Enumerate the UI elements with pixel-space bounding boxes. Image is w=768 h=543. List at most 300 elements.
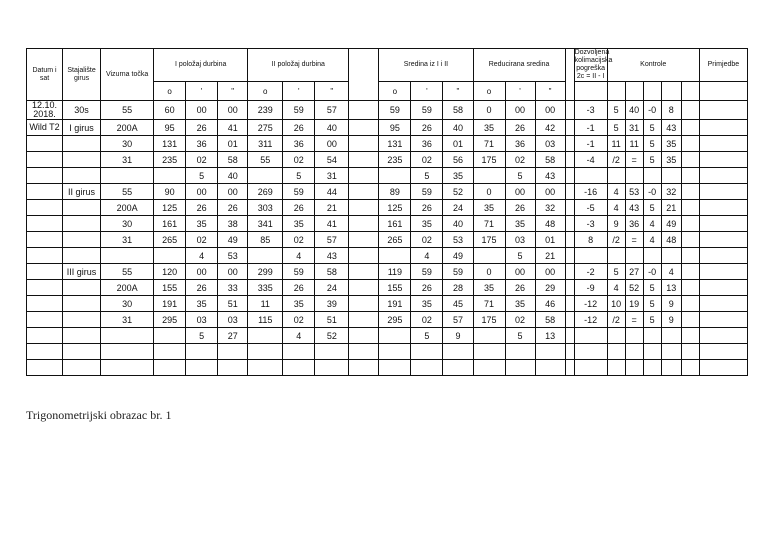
cell-kontrola bbox=[625, 328, 643, 344]
cell-sredina: 59 bbox=[443, 264, 473, 280]
cell-stajaliste bbox=[63, 136, 101, 152]
cell-sredina: 53 bbox=[443, 232, 473, 248]
cell-sredina: 59 bbox=[411, 184, 443, 200]
cell-i-polozaj bbox=[154, 168, 186, 184]
cell-kontrola: 9 bbox=[607, 216, 625, 232]
cell-kontrola: 11 bbox=[625, 136, 643, 152]
cell-i-polozaj: 191 bbox=[154, 296, 186, 312]
cell-vizurna bbox=[101, 248, 154, 264]
cell-reducirana: 01 bbox=[535, 232, 565, 248]
cell-reducirana bbox=[535, 360, 565, 376]
cell-kontrola bbox=[625, 360, 643, 376]
cell-i-polozaj: 26 bbox=[186, 200, 218, 216]
cell-ii-polozaj: 43 bbox=[315, 248, 349, 264]
cell-stajaliste bbox=[63, 312, 101, 328]
cell-kontrola: 35 bbox=[661, 152, 681, 168]
cell-kontrola bbox=[643, 344, 661, 360]
cell-kontrola-empty bbox=[681, 216, 699, 232]
cell-ii-polozaj: 35 bbox=[283, 296, 315, 312]
cell-vizurna bbox=[101, 328, 154, 344]
cell-ii-polozaj: 55 bbox=[248, 152, 283, 168]
cell-kontrola: /2 bbox=[607, 232, 625, 248]
cell-sredina: 26 bbox=[411, 280, 443, 296]
cell-vizurna: 55 bbox=[101, 264, 154, 280]
cell-spacer bbox=[565, 120, 574, 136]
cell-i-polozaj: 58 bbox=[218, 152, 248, 168]
cell-kontrola: 21 bbox=[661, 200, 681, 216]
cell-kontrola: 4 bbox=[607, 200, 625, 216]
unit-min: ' bbox=[283, 82, 315, 101]
cell-reducirana: 00 bbox=[505, 264, 535, 280]
cell-i-polozaj: 03 bbox=[186, 312, 218, 328]
cell-spacer bbox=[349, 248, 379, 264]
cell-primjedbe bbox=[699, 296, 747, 312]
cell-primjedbe bbox=[699, 360, 747, 376]
cell-ii-polozaj: 4 bbox=[283, 328, 315, 344]
cell-i-polozaj: 00 bbox=[218, 101, 248, 120]
cell-kontrola: 5 bbox=[643, 200, 661, 216]
cell-i-polozaj bbox=[154, 248, 186, 264]
cell-datum bbox=[27, 152, 63, 168]
cell-stajaliste bbox=[63, 280, 101, 296]
header-reducirana: Reducirana sredina bbox=[473, 49, 565, 82]
cell-i-polozaj: 03 bbox=[218, 312, 248, 328]
cell-stajaliste bbox=[63, 168, 101, 184]
cell-kontrola-empty bbox=[681, 168, 699, 184]
table-row bbox=[27, 184, 748, 200]
cell-kontrola: 53 bbox=[625, 184, 643, 200]
cell-kontrola: 32 bbox=[661, 184, 681, 200]
table-row bbox=[27, 101, 748, 120]
table-body bbox=[27, 101, 748, 376]
cell-sredina: 58 bbox=[443, 101, 473, 120]
cell-kontrola: -0 bbox=[643, 184, 661, 200]
trig-form-table bbox=[26, 48, 748, 376]
cell-reducirana bbox=[505, 344, 535, 360]
cell-datum bbox=[27, 264, 63, 280]
cell-stajaliste: II girus bbox=[63, 184, 101, 200]
cell-reducirana: 43 bbox=[535, 168, 565, 184]
cell-kontrola: 5 bbox=[643, 136, 661, 152]
cell-reducirana: 71 bbox=[473, 296, 505, 312]
cell-sredina: 36 bbox=[411, 136, 443, 152]
table-row bbox=[27, 136, 748, 152]
cell-kolimacija bbox=[574, 344, 607, 360]
cell-sredina: 01 bbox=[443, 136, 473, 152]
cell-kontrola: 5 bbox=[607, 120, 625, 136]
cell-kontrola: 5 bbox=[607, 101, 625, 120]
cell-kontrola: 9 bbox=[661, 296, 681, 312]
cell-kontrola-empty bbox=[681, 360, 699, 376]
cell-stajaliste bbox=[63, 344, 101, 360]
cell-datum bbox=[27, 232, 63, 248]
cell-kolimacija: -16 bbox=[574, 184, 607, 200]
cell-kontrola: 5 bbox=[643, 296, 661, 312]
header-vizurna: Vizurna točka bbox=[101, 49, 154, 101]
header-k-empty bbox=[661, 82, 681, 101]
cell-reducirana: 0 bbox=[473, 264, 505, 280]
cell-ii-polozaj: 00 bbox=[315, 136, 349, 152]
cell-datum: 12.10. 2018. bbox=[27, 101, 63, 120]
cell-ii-polozaj bbox=[248, 328, 283, 344]
cell-kontrola: 8 bbox=[661, 101, 681, 120]
cell-spacer bbox=[565, 232, 574, 248]
unit-sec: " bbox=[535, 82, 565, 101]
cell-kontrola-empty bbox=[681, 312, 699, 328]
cell-i-polozaj: 02 bbox=[186, 152, 218, 168]
cell-sredina: 45 bbox=[443, 296, 473, 312]
header-k-empty bbox=[607, 82, 625, 101]
cell-kontrola-empty bbox=[681, 101, 699, 120]
cell-kontrola-empty bbox=[681, 280, 699, 296]
cell-primjedbe bbox=[699, 168, 747, 184]
cell-sredina: 5 bbox=[411, 168, 443, 184]
cell-ii-polozaj bbox=[248, 168, 283, 184]
cell-kontrola bbox=[643, 248, 661, 264]
cell-spacer bbox=[565, 168, 574, 184]
cell-spacer bbox=[565, 296, 574, 312]
cell-sredina: 59 bbox=[411, 101, 443, 120]
cell-i-polozaj: 26 bbox=[218, 200, 248, 216]
cell-vizurna: 200A bbox=[101, 200, 154, 216]
cell-kontrola: 19 bbox=[625, 296, 643, 312]
cell-kontrola: 5 bbox=[643, 312, 661, 328]
cell-spacer bbox=[349, 184, 379, 200]
cell-spacer bbox=[565, 101, 574, 120]
cell-ii-polozaj: 311 bbox=[248, 136, 283, 152]
cell-kolimacija: -4 bbox=[574, 152, 607, 168]
cell-kolimacija bbox=[574, 328, 607, 344]
cell-i-polozaj: 295 bbox=[154, 312, 186, 328]
cell-datum bbox=[27, 136, 63, 152]
cell-ii-polozaj: 57 bbox=[315, 232, 349, 248]
cell-vizurna: 31 bbox=[101, 232, 154, 248]
cell-sredina: 02 bbox=[411, 232, 443, 248]
cell-primjedbe bbox=[699, 344, 747, 360]
cell-i-polozaj: 00 bbox=[218, 264, 248, 280]
cell-ii-polozaj: 24 bbox=[315, 280, 349, 296]
table-row bbox=[27, 152, 748, 168]
cell-spacer bbox=[565, 216, 574, 232]
cell-i-polozaj: 49 bbox=[218, 232, 248, 248]
cell-i-polozaj: 00 bbox=[218, 184, 248, 200]
cell-spacer bbox=[349, 312, 379, 328]
cell-ii-polozaj: 275 bbox=[248, 120, 283, 136]
cell-primjedbe bbox=[699, 152, 747, 168]
cell-primjedbe bbox=[699, 248, 747, 264]
cell-kolimacija: -1 bbox=[574, 120, 607, 136]
cell-i-polozaj: 90 bbox=[154, 184, 186, 200]
cell-reducirana: 0 bbox=[473, 184, 505, 200]
cell-ii-polozaj: 31 bbox=[315, 168, 349, 184]
cell-sredina: 49 bbox=[443, 248, 473, 264]
cell-i-polozaj: 60 bbox=[154, 101, 186, 120]
cell-sredina: 26 bbox=[411, 120, 443, 136]
cell-kontrola: 31 bbox=[625, 120, 643, 136]
cell-kontrola-empty bbox=[681, 344, 699, 360]
cell-sredina: 35 bbox=[411, 216, 443, 232]
cell-primjedbe bbox=[699, 216, 747, 232]
cell-sredina: 59 bbox=[379, 101, 411, 120]
cell-sredina bbox=[411, 360, 443, 376]
cell-reducirana: 0 bbox=[473, 101, 505, 120]
cell-stajaliste bbox=[63, 328, 101, 344]
cell-kontrola bbox=[643, 168, 661, 184]
cell-ii-polozaj: 26 bbox=[283, 120, 315, 136]
cell-primjedbe bbox=[699, 184, 747, 200]
cell-reducirana: 35 bbox=[473, 200, 505, 216]
cell-ii-polozaj bbox=[248, 248, 283, 264]
cell-datum bbox=[27, 184, 63, 200]
cell-kontrola bbox=[661, 168, 681, 184]
cell-ii-polozaj bbox=[248, 344, 283, 360]
cell-kontrola: 43 bbox=[625, 200, 643, 216]
cell-datum bbox=[27, 296, 63, 312]
cell-spacer bbox=[565, 136, 574, 152]
cell-spacer bbox=[565, 280, 574, 296]
cell-reducirana: 175 bbox=[473, 152, 505, 168]
unit-min: ' bbox=[411, 82, 443, 101]
cell-sredina: 40 bbox=[443, 120, 473, 136]
cell-i-polozaj: 4 bbox=[186, 248, 218, 264]
cell-ii-polozaj: 85 bbox=[248, 232, 283, 248]
cell-ii-polozaj: 58 bbox=[315, 264, 349, 280]
cell-ii-polozaj: 5 bbox=[283, 168, 315, 184]
cell-kolimacija: 8 bbox=[574, 232, 607, 248]
cell-sredina: 155 bbox=[379, 280, 411, 296]
cell-kontrola: -0 bbox=[643, 264, 661, 280]
cell-ii-polozaj: 41 bbox=[315, 216, 349, 232]
cell-reducirana: 175 bbox=[473, 232, 505, 248]
cell-i-polozaj: 40 bbox=[218, 168, 248, 184]
cell-ii-polozaj: 36 bbox=[283, 136, 315, 152]
cell-kontrola-empty bbox=[681, 120, 699, 136]
cell-sredina bbox=[379, 344, 411, 360]
unit-deg: o bbox=[248, 82, 283, 101]
cell-sredina: 235 bbox=[379, 152, 411, 168]
cell-kontrola-empty bbox=[681, 328, 699, 344]
cell-kolimacija bbox=[574, 248, 607, 264]
cell-vizurna: 31 bbox=[101, 312, 154, 328]
header-ii-polozaj: II položaj durbina bbox=[248, 49, 349, 82]
cell-reducirana: 00 bbox=[535, 184, 565, 200]
cell-spacer bbox=[565, 200, 574, 216]
header-stajaliste: Stajalište girus bbox=[63, 49, 101, 101]
cell-stajaliste: III girus bbox=[63, 264, 101, 280]
cell-sredina: 26 bbox=[411, 200, 443, 216]
cell-i-polozaj: 26 bbox=[186, 280, 218, 296]
cell-reducirana: 58 bbox=[535, 312, 565, 328]
cell-i-polozaj bbox=[186, 360, 218, 376]
cell-sredina: 02 bbox=[411, 312, 443, 328]
cell-kolimacija: -3 bbox=[574, 101, 607, 120]
header-k-empty bbox=[625, 82, 643, 101]
cell-primjedbe bbox=[699, 280, 747, 296]
cell-ii-polozaj: 341 bbox=[248, 216, 283, 232]
cell-i-polozaj: 36 bbox=[186, 136, 218, 152]
cell-ii-polozaj: 39 bbox=[315, 296, 349, 312]
cell-kolimacija bbox=[574, 168, 607, 184]
cell-i-polozaj bbox=[218, 344, 248, 360]
cell-reducirana bbox=[473, 168, 505, 184]
cell-sredina: 4 bbox=[411, 248, 443, 264]
cell-sredina: 191 bbox=[379, 296, 411, 312]
cell-datum bbox=[27, 280, 63, 296]
table-row bbox=[27, 200, 748, 216]
cell-sredina bbox=[379, 360, 411, 376]
cell-sredina: 265 bbox=[379, 232, 411, 248]
cell-kontrola-empty bbox=[681, 296, 699, 312]
cell-spacer bbox=[349, 168, 379, 184]
cell-stajaliste bbox=[63, 200, 101, 216]
cell-spacer bbox=[349, 101, 379, 120]
trig-form-sheet bbox=[26, 48, 748, 376]
cell-reducirana: 00 bbox=[505, 184, 535, 200]
cell-kontrola: 4 bbox=[607, 184, 625, 200]
cell-i-polozaj bbox=[154, 328, 186, 344]
cell-i-polozaj: 131 bbox=[154, 136, 186, 152]
cell-reducirana bbox=[473, 328, 505, 344]
cell-sredina: 5 bbox=[411, 328, 443, 344]
cell-stajaliste bbox=[63, 232, 101, 248]
cell-ii-polozaj: 59 bbox=[283, 264, 315, 280]
header-dozvoljena: Dozvoljena kolimacijska pogreška 2c = II - I bbox=[574, 49, 613, 80]
cell-kolimacija: -12 bbox=[574, 296, 607, 312]
cell-reducirana: 71 bbox=[473, 136, 505, 152]
cell-reducirana bbox=[473, 248, 505, 264]
cell-i-polozaj bbox=[154, 344, 186, 360]
table-row bbox=[27, 168, 748, 184]
table-row bbox=[27, 120, 748, 136]
cell-kontrola: 27 bbox=[625, 264, 643, 280]
cell-ii-polozaj: 57 bbox=[315, 101, 349, 120]
cell-sredina: 56 bbox=[443, 152, 473, 168]
cell-datum bbox=[27, 216, 63, 232]
cell-i-polozaj bbox=[218, 360, 248, 376]
cell-kolimacija: -5 bbox=[574, 200, 607, 216]
header-spacer bbox=[349, 49, 379, 101]
cell-primjedbe bbox=[699, 328, 747, 344]
cell-stajaliste: 30s bbox=[63, 101, 101, 120]
cell-kontrola: 5 bbox=[643, 152, 661, 168]
cell-sredina: 125 bbox=[379, 200, 411, 216]
cell-ii-polozaj: 44 bbox=[315, 184, 349, 200]
cell-stajaliste: I girus bbox=[63, 120, 101, 136]
unit-sec: " bbox=[315, 82, 349, 101]
cell-ii-polozaj: 21 bbox=[315, 200, 349, 216]
cell-reducirana: 26 bbox=[505, 280, 535, 296]
cell-kontrola-empty bbox=[681, 184, 699, 200]
cell-ii-polozaj: 02 bbox=[283, 312, 315, 328]
cell-spacer bbox=[565, 312, 574, 328]
cell-ii-polozaj bbox=[248, 360, 283, 376]
cell-reducirana: 35 bbox=[505, 296, 535, 312]
cell-ii-polozaj: 239 bbox=[248, 101, 283, 120]
cell-stajaliste bbox=[63, 296, 101, 312]
cell-reducirana: 71 bbox=[473, 216, 505, 232]
cell-kontrola: 4 bbox=[643, 232, 661, 248]
cell-spacer bbox=[565, 360, 574, 376]
cell-i-polozaj: 00 bbox=[186, 101, 218, 120]
cell-kontrola: /2 bbox=[607, 312, 625, 328]
cell-kontrola: 35 bbox=[661, 136, 681, 152]
cell-spacer bbox=[349, 328, 379, 344]
cell-kontrola-empty bbox=[681, 136, 699, 152]
cell-reducirana: 35 bbox=[505, 216, 535, 232]
cell-i-polozaj: 00 bbox=[186, 264, 218, 280]
header-sredina: Sredina iz I i II bbox=[379, 49, 473, 82]
cell-spacer bbox=[349, 136, 379, 152]
unit-deg: o bbox=[154, 82, 186, 101]
cell-reducirana: 02 bbox=[505, 152, 535, 168]
cell-kontrola bbox=[625, 248, 643, 264]
cell-spacer bbox=[349, 360, 379, 376]
cell-sredina bbox=[379, 168, 411, 184]
cell-ii-polozaj: 02 bbox=[283, 152, 315, 168]
cell-primjedbe bbox=[699, 312, 747, 328]
cell-ii-polozaj: 4 bbox=[283, 248, 315, 264]
header-k-empty bbox=[643, 82, 661, 101]
cell-reducirana: 35 bbox=[473, 280, 505, 296]
cell-reducirana: 29 bbox=[535, 280, 565, 296]
cell-datum bbox=[27, 344, 63, 360]
cell-reducirana bbox=[535, 344, 565, 360]
cell-kontrola: 40 bbox=[625, 101, 643, 120]
cell-reducirana: 02 bbox=[505, 312, 535, 328]
cell-ii-polozaj: 51 bbox=[315, 312, 349, 328]
cell-i-polozaj: 01 bbox=[218, 136, 248, 152]
cell-reducirana: 42 bbox=[535, 120, 565, 136]
cell-vizurna: 31 bbox=[101, 152, 154, 168]
cell-kontrola bbox=[661, 248, 681, 264]
cell-i-polozaj: 35 bbox=[186, 216, 218, 232]
cell-kontrola: = bbox=[625, 152, 643, 168]
cell-sredina: 40 bbox=[443, 216, 473, 232]
cell-kolimacija bbox=[574, 360, 607, 376]
cell-stajaliste bbox=[63, 360, 101, 376]
cell-kontrola: 5 bbox=[607, 264, 625, 280]
cell-vizurna bbox=[101, 360, 154, 376]
cell-kontrola-empty bbox=[681, 152, 699, 168]
unit-min: ' bbox=[505, 82, 535, 101]
cell-ii-polozaj: 54 bbox=[315, 152, 349, 168]
cell-primjedbe bbox=[699, 264, 747, 280]
cell-i-polozaj: 265 bbox=[154, 232, 186, 248]
cell-kontrola bbox=[607, 168, 625, 184]
table-row bbox=[27, 360, 748, 376]
cell-sredina: 95 bbox=[379, 120, 411, 136]
cell-reducirana: 03 bbox=[535, 136, 565, 152]
cell-ii-polozaj: 35 bbox=[283, 216, 315, 232]
header-datum: Datum i sat bbox=[27, 49, 63, 101]
cell-i-polozaj: 120 bbox=[154, 264, 186, 280]
cell-i-polozaj: 26 bbox=[186, 120, 218, 136]
cell-reducirana: 32 bbox=[535, 200, 565, 216]
cell-stajaliste bbox=[63, 248, 101, 264]
cell-i-polozaj: 41 bbox=[218, 120, 248, 136]
cell-reducirana bbox=[505, 360, 535, 376]
cell-primjedbe bbox=[699, 101, 747, 120]
cell-datum bbox=[27, 168, 63, 184]
cell-vizurna bbox=[101, 344, 154, 360]
cell-primjedbe bbox=[699, 200, 747, 216]
header-k-empty bbox=[681, 82, 699, 101]
cell-spacer bbox=[349, 296, 379, 312]
cell-ii-polozaj: 52 bbox=[315, 328, 349, 344]
cell-kontrola bbox=[607, 328, 625, 344]
cell-spacer bbox=[565, 264, 574, 280]
cell-reducirana: 13 bbox=[535, 328, 565, 344]
